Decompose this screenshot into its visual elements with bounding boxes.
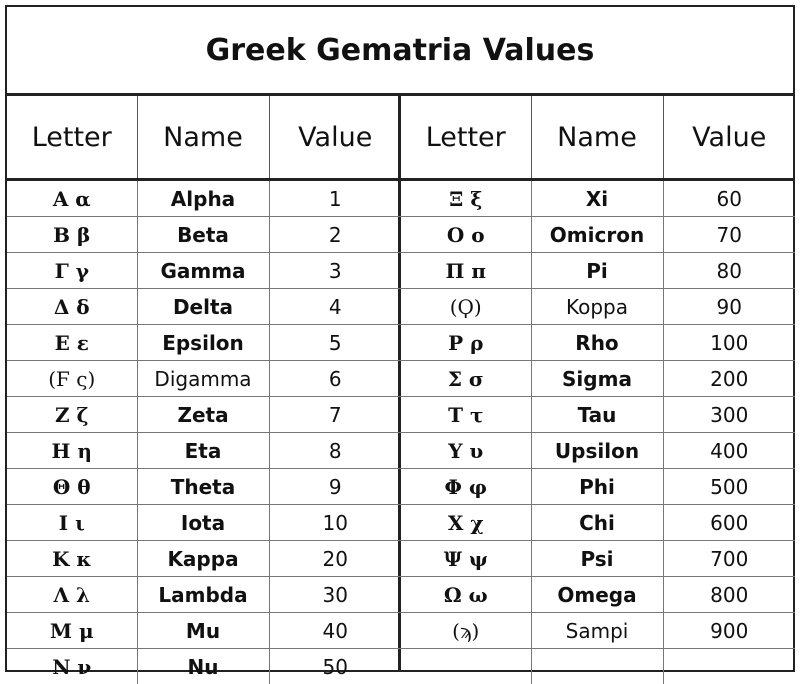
cell-letter: Β β (7, 217, 137, 253)
cell-name: Digamma (137, 361, 269, 397)
header-letter: Letter (401, 96, 531, 180)
cell-value: 300 (663, 397, 795, 433)
table-row (401, 649, 795, 684)
cell-value: 40 (269, 613, 401, 649)
cell-value: 80 (663, 253, 795, 289)
table-row (7, 253, 401, 289)
cell-letter: Λ λ (7, 577, 137, 613)
cell-name: Phi (531, 469, 663, 505)
table-row (7, 397, 401, 433)
cell-letter: Δ δ (7, 289, 137, 325)
cell-name: Alpha (137, 180, 269, 217)
cell-value: 50 (269, 649, 401, 684)
table-row (401, 469, 795, 505)
cell-letter: Ο ο (401, 217, 531, 253)
cell-letter: (Ϙ) (401, 289, 531, 325)
cell-name: Kappa (137, 541, 269, 577)
cell-name: Zeta (137, 397, 269, 433)
cell-letter: Ψ ψ (401, 541, 531, 577)
cell-value: 800 (663, 577, 795, 613)
cell-value: 6 (269, 361, 401, 397)
cell-name: Nu (137, 649, 269, 684)
header-value: Value (269, 96, 401, 180)
header-letter: Letter (7, 96, 137, 180)
right-table-half (401, 96, 793, 670)
cell-letter: Χ χ (401, 505, 531, 541)
cell-value: 400 (663, 433, 795, 469)
cell-name: Omega (531, 577, 663, 613)
cell-value: 10 (269, 505, 401, 541)
cell-letter: Φ φ (401, 469, 531, 505)
cell-name: Lambda (137, 577, 269, 613)
table-row (401, 289, 795, 325)
table-row (401, 325, 795, 361)
cell-value: 4 (269, 289, 401, 325)
cell-value: 3 (269, 253, 401, 289)
cell-letter: Ι ι (7, 505, 137, 541)
cell-name: Tau (531, 397, 663, 433)
cell-value: 20 (269, 541, 401, 577)
table-row (7, 541, 401, 577)
cell-letter: Ζ ζ (7, 397, 137, 433)
table-row (7, 180, 401, 217)
cell-name: Theta (137, 469, 269, 505)
table-title: Greek Gematria Values (7, 7, 793, 96)
cell-value: 100 (663, 325, 795, 361)
table-row (401, 613, 795, 649)
cell-value: 7 (269, 397, 401, 433)
cell-value: 900 (663, 613, 795, 649)
cell-letter: Ρ ρ (401, 325, 531, 361)
cell-letter: (Ϝ ς) (7, 361, 137, 397)
table-row (401, 433, 795, 469)
header-name: Name (531, 96, 663, 180)
cell-value: 60 (663, 180, 795, 217)
table-row (7, 433, 401, 469)
gematria-table-frame (5, 5, 795, 672)
left-table (7, 96, 401, 684)
right-header-row (401, 96, 795, 180)
cell-name: Koppa (531, 289, 663, 325)
cell-value: 600 (663, 505, 795, 541)
cell-name: Sigma (531, 361, 663, 397)
table-row (401, 397, 795, 433)
header-value: Value (663, 96, 795, 180)
cell-name: Beta (137, 217, 269, 253)
table-row (7, 289, 401, 325)
cell-letter: Ω ω (401, 577, 531, 613)
cell-name: Xi (531, 180, 663, 217)
right-table (401, 96, 795, 684)
cell-name: Eta (137, 433, 269, 469)
table-row (401, 180, 795, 217)
cell-name: Upsilon (531, 433, 663, 469)
cell-name (531, 649, 663, 684)
left-table-half (7, 96, 401, 670)
left-table-body (7, 180, 401, 684)
cell-letter: Υ υ (401, 433, 531, 469)
cell-letter: Π π (401, 253, 531, 289)
cell-letter: Τ τ (401, 397, 531, 433)
cell-value: 2 (269, 217, 401, 253)
cell-value: 200 (663, 361, 795, 397)
cell-letter: Μ μ (7, 613, 137, 649)
cell-name: Epsilon (137, 325, 269, 361)
table-row (401, 361, 795, 397)
cell-value: 30 (269, 577, 401, 613)
table-row (7, 325, 401, 361)
cell-name: Psi (531, 541, 663, 577)
cell-letter (401, 649, 531, 684)
cell-name: Omicron (531, 217, 663, 253)
cell-name: Gamma (137, 253, 269, 289)
cell-letter: Ν ν (7, 649, 137, 684)
table-row (7, 577, 401, 613)
cell-letter: Ε ε (7, 325, 137, 361)
cell-value: 700 (663, 541, 795, 577)
header-name: Name (137, 96, 269, 180)
table-row (7, 361, 401, 397)
cell-name: Chi (531, 505, 663, 541)
cell-letter: Α α (7, 180, 137, 217)
cell-letter: (ϡ) (401, 613, 531, 649)
right-table-body (401, 180, 795, 684)
cell-letter: Σ σ (401, 361, 531, 397)
cell-value (663, 649, 795, 684)
table-row (401, 577, 795, 613)
cell-value: 5 (269, 325, 401, 361)
cell-name: Iota (137, 505, 269, 541)
table-row (401, 217, 795, 253)
table-row (401, 505, 795, 541)
cell-value: 8 (269, 433, 401, 469)
cell-name: Pi (531, 253, 663, 289)
cell-name: Delta (137, 289, 269, 325)
table-row (7, 217, 401, 253)
table-row (7, 613, 401, 649)
cell-value: 9 (269, 469, 401, 505)
left-header-row (7, 96, 401, 180)
table-row (7, 649, 401, 684)
cell-letter: Η η (7, 433, 137, 469)
cell-letter: Γ γ (7, 253, 137, 289)
cell-letter: Ξ ξ (401, 180, 531, 217)
cell-value: 70 (663, 217, 795, 253)
cell-value: 1 (269, 180, 401, 217)
cell-name: Sampi (531, 613, 663, 649)
table-row (7, 469, 401, 505)
cell-name: Rho (531, 325, 663, 361)
table-row (7, 505, 401, 541)
table-row (401, 253, 795, 289)
cell-value: 90 (663, 289, 795, 325)
cell-name: Mu (137, 613, 269, 649)
cell-value: 500 (663, 469, 795, 505)
cell-letter: Κ κ (7, 541, 137, 577)
cell-letter: Θ θ (7, 469, 137, 505)
table-row (401, 541, 795, 577)
